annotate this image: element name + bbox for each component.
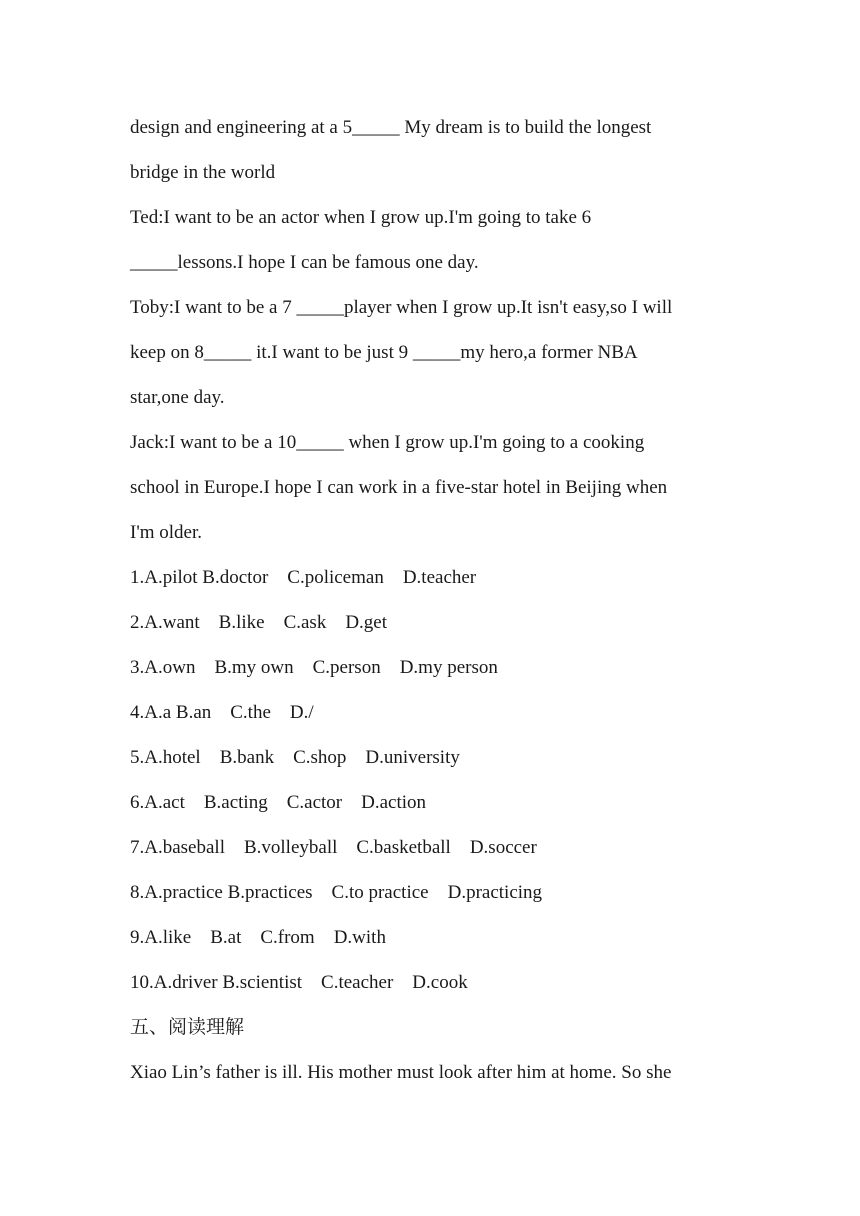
passage-line: star,one day. (130, 387, 225, 408)
question-option-line: 5.A.hotel B.bank C.shop D.university (130, 747, 460, 768)
passage-line: school in Europe.I hope I can work in a five-star hotel in Beijing when (130, 477, 668, 498)
question-option-line: 2.A.want B.like C.ask D.get (130, 612, 388, 633)
passage-line: _____lessons.I hope I can be famous one day. (130, 252, 479, 273)
question-option-line: 9.A.like B.at C.from D.with (130, 927, 386, 948)
question-option-line: 8.A.practice B.practices C.to practice D.practicing (130, 882, 543, 903)
question-option-line: 4.A.a B.an C.the D./ (130, 702, 314, 723)
passage-line: Ted:I want to be an actor when I grow up.I'm going to take 6 (130, 207, 592, 228)
question-option-line: 7.A.baseball B.volleyball C.basketball D.soccer (130, 837, 537, 858)
passage-line: bridge in the world (130, 162, 276, 183)
passage-line: Jack:I want to be a 10_____ when I grow up.I'm going to a cooking (130, 432, 645, 453)
question-option-line: 1.A.pilot B.doctor C.policeman D.teacher (130, 567, 477, 588)
passage-line: keep on 8_____ it.I want to be just 9 _____my hero,a former NBA (130, 342, 638, 363)
passage-line: Toby:I want to be a 7 _____player when I grow up.It isn't easy,so I will (130, 297, 673, 318)
question-option-line: 6.A.act B.acting C.actor D.action (130, 792, 427, 813)
document-body (130, 105, 730, 1095)
section-heading: 五、阅读理解 (130, 1017, 245, 1038)
question-option-line: 10.A.driver B.scientist C.teacher D.cook (130, 972, 468, 993)
reading-passage-line: Xiao Lin’s father is ill. His mother must look after him at home. So she (130, 1062, 672, 1083)
passage-line: I'm older. (130, 522, 203, 543)
question-option-line: 3.A.own B.my own C.person D.my person (130, 657, 498, 678)
passage-line: design and engineering at a 5_____ My dream is to build the longest (130, 117, 652, 138)
